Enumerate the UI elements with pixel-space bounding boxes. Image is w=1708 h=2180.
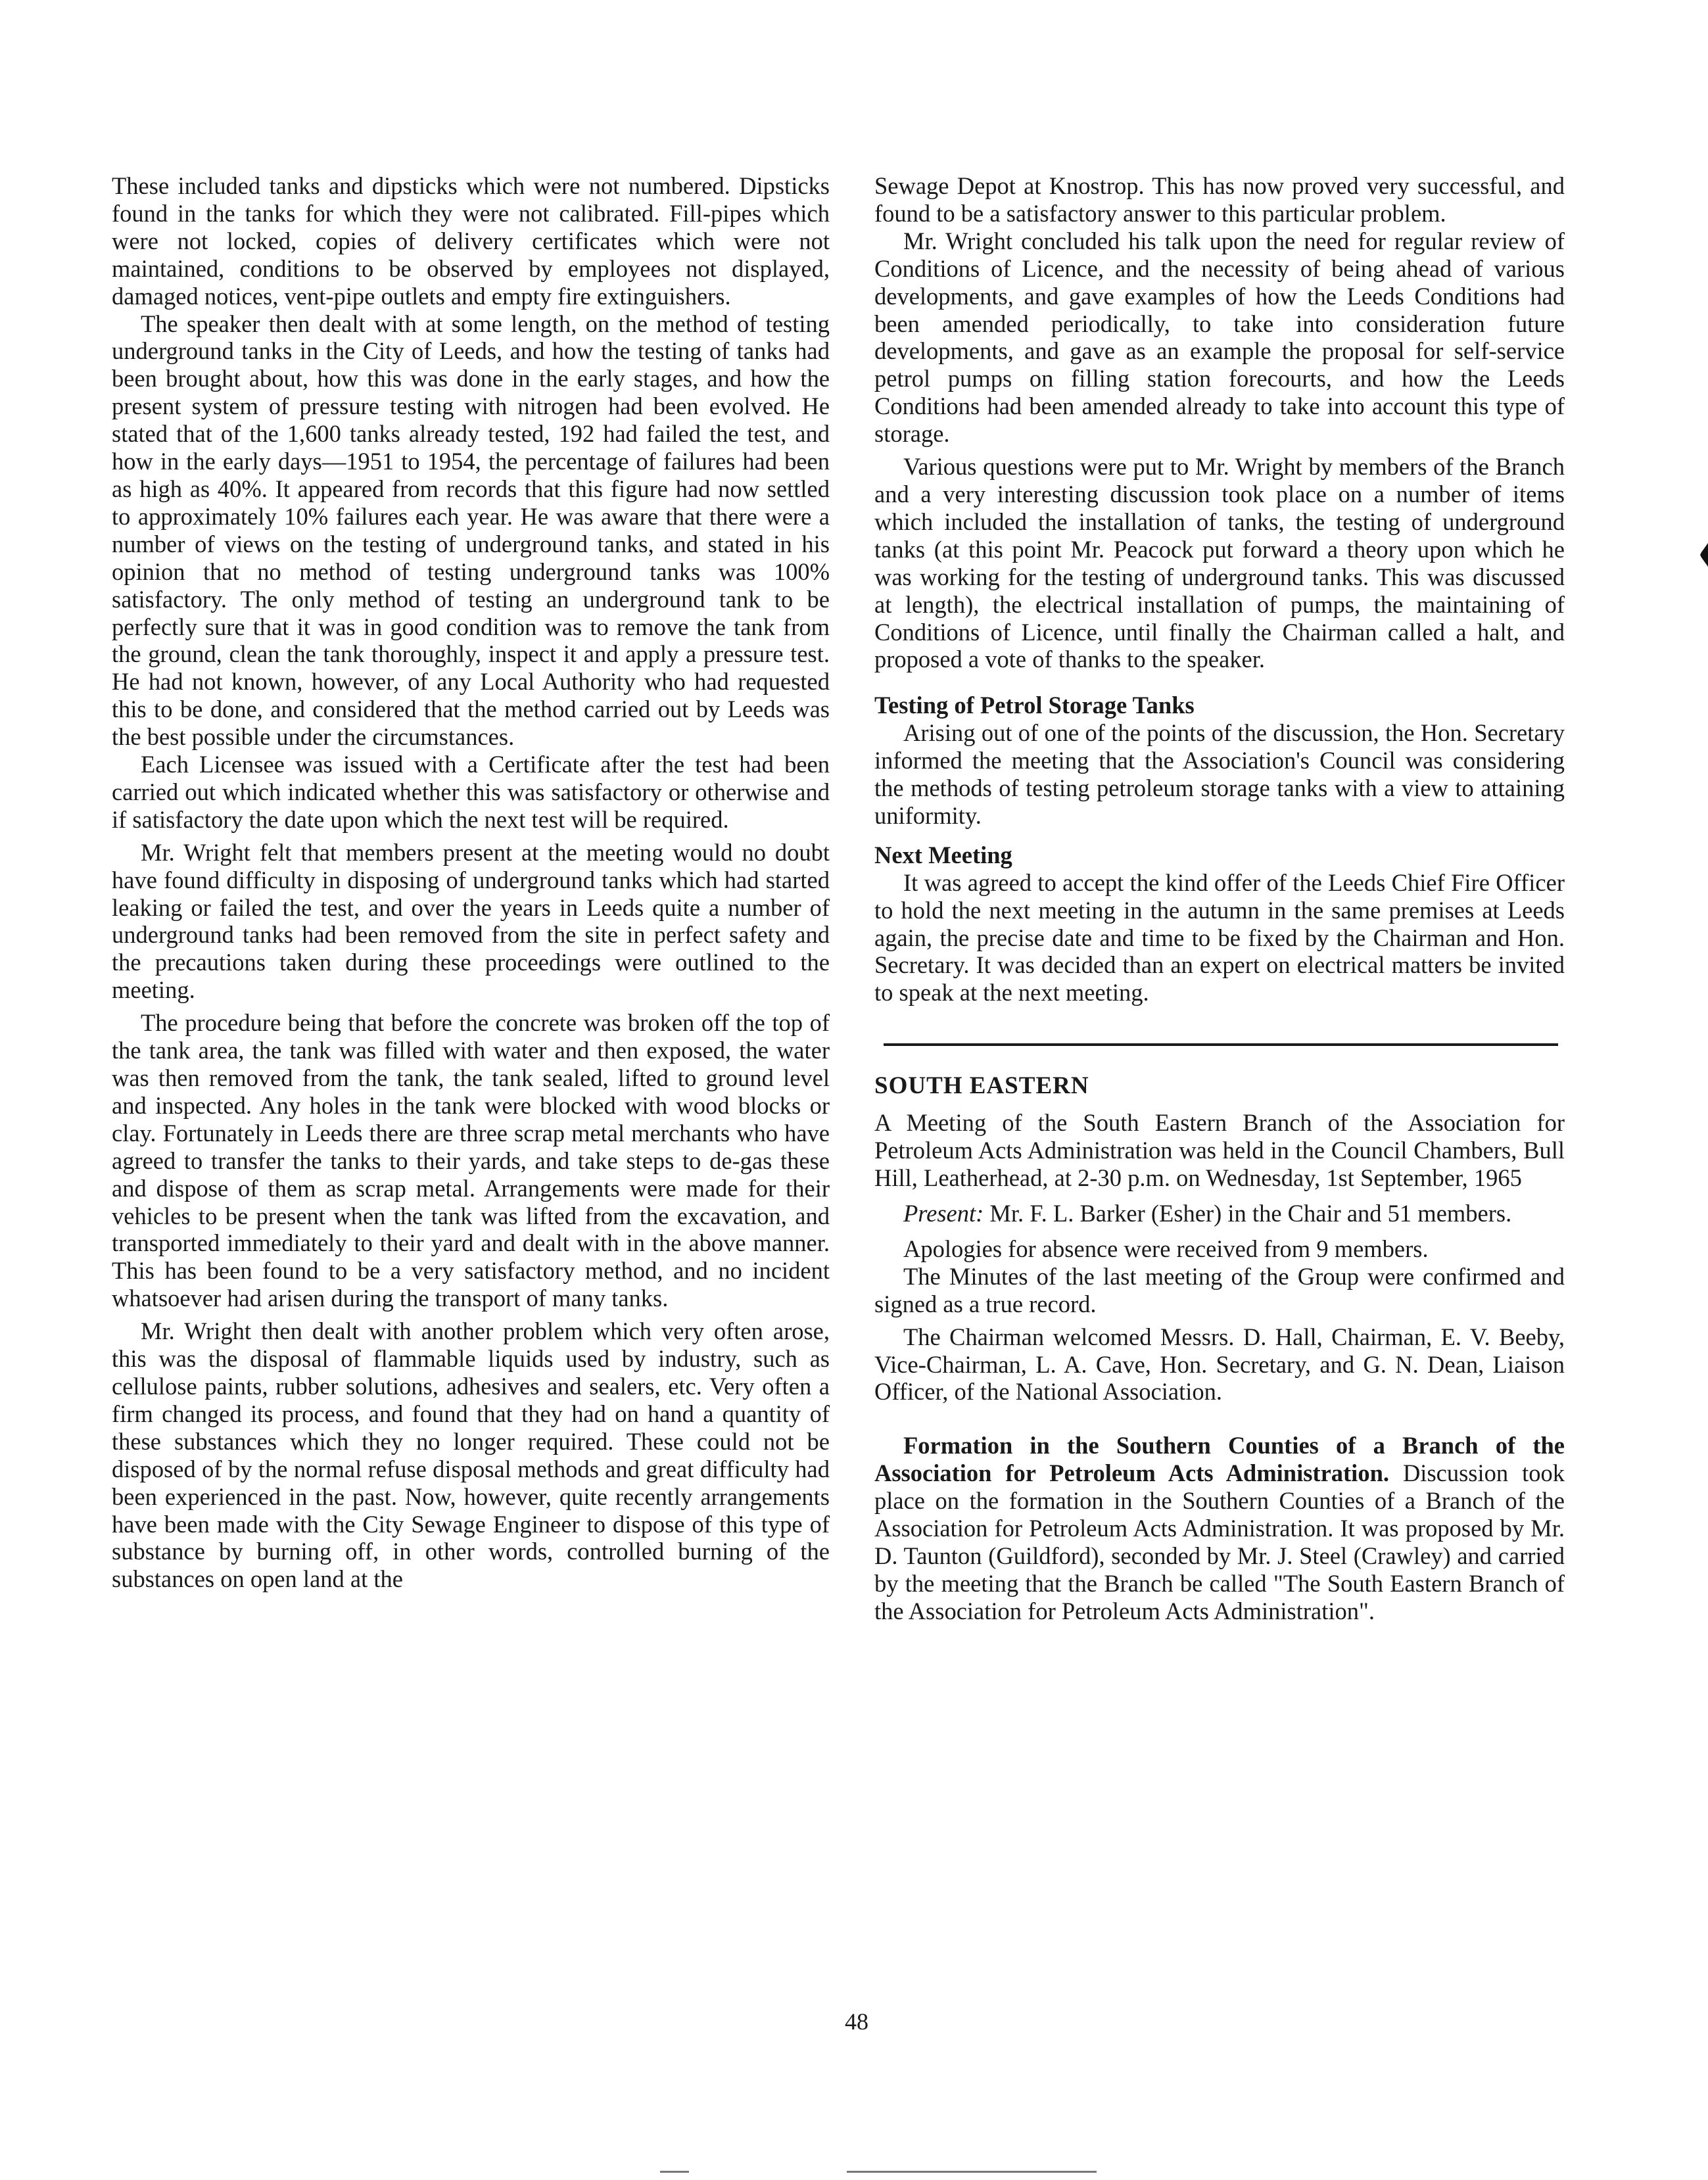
section-heading-testing: Testing of Petrol Storage Tanks	[874, 692, 1195, 719]
apologies-paragraph: Apologies for absence were received from 9 members.	[903, 1235, 1429, 1262]
body-paragraph: The speaker then dealt with at some length, on the method of testing underground tanks in the City of Leeds, and how the testing of tanks had been brought about, how this was done in the early stages, and how the present system of pressure testing with nitrogen had been evolved. He stated that of the 1,600 tanks already tested, 192 had failed the test, and how in the early days—1951 to 1954, the percentage of failures had been as high as 40%. It appeared from records that this figure had now settled to approximately 10% failures each year. He was aware that there were a number of views on the testing of underground tanks, and stated in his opinion that no method of testing underground tanks was 100% satisfactory. The only method of testing an underground tank to be perfectly sure that it was in good condition was to remove the tank from the ground, clean the tank thoroughly, inspect it and apply a pressure test. He had not known, however, of any Local Authority who had requested this to be done, and considered that the method carried out by Leeds was the best possible under the circumstances.	[112, 310, 830, 751]
formation-heading: Formation in the Southern Counties of a Branch of the Association for Petroleum Acts Administration.	[874, 1432, 1565, 1487]
section-heading-next-meeting: Next Meeting	[874, 841, 1012, 868]
next-meeting-paragraph: It was agreed to accept the kind offer of the Leeds Chief Fire Officer to hold the next meeting in the autumn in the same premises at Leeds again, the precise date and time to be fixed by the Chairman and Hon. Secretary. It was decided than an expert on electrical matters be invited to speak at the next meeting.	[874, 868, 1565, 1007]
page-number: 48	[845, 2008, 868, 2035]
body-paragraph: Mr. Wright concluded his talk upon the need for regular review of Conditions of Licence, and the necessity of being ahead of various developments, and gave examples of how the Leeds Conditions had been amended periodically, to take into consideration future developments, and gave as an example the proposal for self-service petrol pumps on filling station forecourts, and how the Leeds Conditions had been amended already to take into account this type of storage.	[874, 227, 1565, 448]
present-paragraph	[874, 1200, 1565, 1227]
scan-artifact	[660, 2171, 689, 2173]
body-paragraph: The procedure being that before the concrete was broken off the top of the tank area, the tank was filled with water and then exposed, the water was then removed from the tank, the tank sealed, lifted to ground level and inspected. Any holes in the tank were blocked with wood blocks or clay. Fortunately in Leeds there are three scrap metal merchants who have agreed to transfer the tanks to their yards, and take steps to de-gas these and dispose of them as scrap metal. Arrangements were made for their vehicles to be present when the tank was lifted from the excavation, and transported immediately to their yard and dealt with in the above manner. This has been found to be a very satisfactory method, and no incident whatsoever had arisen during the transport of many tanks.	[112, 1009, 830, 1312]
body-paragraph: Each Licensee was issued with a Certificate after the test had been carried out which indicated whether this was satisfactory or otherwise and if satisfactory the date upon which the next test will be required.	[112, 751, 830, 833]
formation-text: Discussion took place on the formation in the Southern Counties of a Branch of the Association for Petroleum Acts Administration. It was proposed by Mr. D. Taunton (Guildford), seconded by Mr. J. Steel (Crawley) and carried by the meeting that the Branch be called "The South Eastern Branch of the Association for Petroleum Acts Administration".	[874, 1459, 1565, 1624]
section-divider	[884, 1043, 1558, 1046]
present-label: Present:	[903, 1200, 984, 1227]
body-paragraph: Various questions were put to Mr. Wright by members of the Branch and a very interesting discussion took place on a number of items which included the installation of tanks, the testing of underground tanks (at this point Mr. Peacock put forward a theory upon which he was working for the testing of underground tanks. This was discussed at length), the electrical installation of pumps, the maintaining of Conditions of Licence, until finally the Chairman called a halt, and proposed a vote of thanks to the speaker.	[874, 453, 1565, 673]
section-title: SOUTH EASTERN	[874, 1072, 1089, 1100]
right-column	[874, 172, 1565, 1625]
formation-paragraph	[874, 1432, 1565, 1624]
intro-paragraph: A Meeting of the South Eastern Branch of the Association for Petroleum Acts Administration was held in the Council Chambers, Bull Hill, Leatherhead, at 2-30 p.m. on Wednesday, 1st September, 1965	[874, 1109, 1565, 1192]
body-paragraph: Mr. Wright felt that members present at the meeting would no doubt have found difficulty in disposing of underground tanks which had started leaking or failed the test, and over the years in Leeds quite a number of underground tanks had been removed from the site in perfect safety and the precautions taken during these proceedings were outlined to the meeting.	[112, 838, 830, 1004]
body-paragraph: Mr. Wright then dealt with another problem which very often arose, this was the disposal of flammable liquids used by industry, such as cellulose paints, rubber solutions, adhesives and sealers, etc. Very often a firm changed its process, and found that they had on hand a quantity of these substances which they no longer required. These could not be disposed of by the normal refuse disposal methods and great difficulty had been experienced in the past. Now, however, quite recently arrangements have been made with the City Sewage Engineer to dispose of this type of substance by burning off, in other words, controlled burning of the substances on open land at the	[112, 1317, 830, 1593]
scan-mark-icon	[1700, 543, 1708, 567]
welcome-paragraph: The Chairman welcomed Messrs. D. Hall, Chairman, E. V. Beeby, Vice-Chairman, L. A. Cave, Hon. Secretary, and G. N. Dean, Liaison Officer, of the National Association.	[874, 1323, 1565, 1406]
body-paragraph: Sewage Depot at Knostrop. This has now proved very successful, and found to be a satisfactory answer to this particular problem.	[874, 172, 1565, 227]
body-paragraph: These included tanks and dipsticks which were not numbered. Dipsticks found in the tanks for which they were not calibrated. Fill-pipes which were not locked, copies of delivery certificates which were not maintained, conditions to be observed by employees not displayed, damaged notices, vent-pipe outlets and empty fire extinguishers.	[112, 172, 830, 310]
testing-paragraph: Arising out of one of the points of the discussion, the Hon. Secretary informed the meeting that the Association's Council was considering the methods of testing petroleum storage tanks with a view to attaining uniformity.	[874, 719, 1565, 829]
present-text: Mr. F. L. Barker (Esher) in the Chair and 51 members.	[984, 1200, 1512, 1227]
minutes-paragraph: The Minutes of the last meeting of the Group were confirmed and signed as a true record.	[874, 1262, 1565, 1317]
scan-artifact	[847, 2171, 1097, 2173]
left-column	[112, 172, 830, 1593]
